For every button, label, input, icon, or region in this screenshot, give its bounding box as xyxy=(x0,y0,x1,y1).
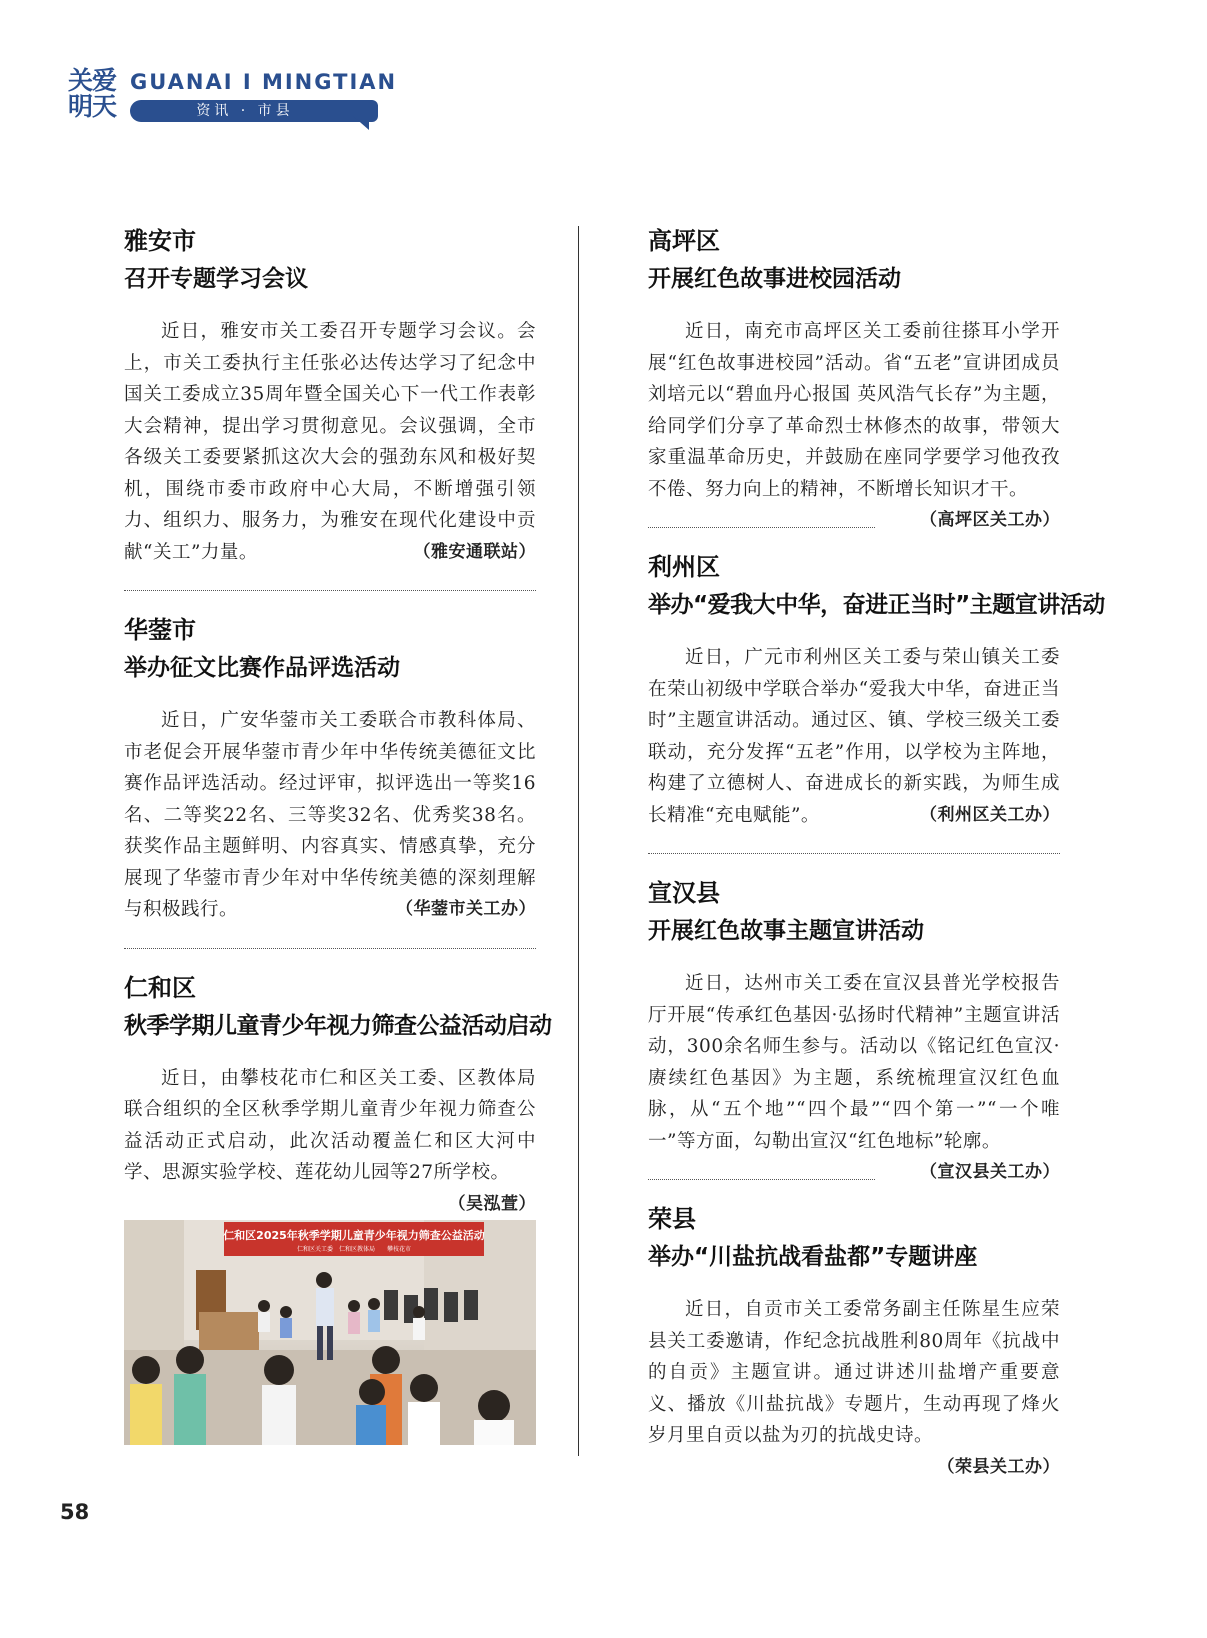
article-body xyxy=(648,1294,1060,1477)
article-title: 秋季学期儿童青少年视力筛查公益活动启动 xyxy=(124,1012,552,1039)
logo-chinese: 关爱明天 xyxy=(68,66,117,121)
article-title: 举办“川盐抗战看盐都”专题讲座 xyxy=(648,1244,978,1270)
page-number: 58 xyxy=(60,1500,90,1524)
article-text: 近日，南充市高坪区关工委前往搽耳小学开展“红色故事进校园”活动。省“五老”宣讲团成员刘培元以“碧血丹心报国 英风浩气长存”为主题，给同学们分享了革命烈士林修杰的故事，带领大家重温革命历史，并鼓励在座同学要学习他孜孜不倦、努力向上的精神，不断增长知识才干。 xyxy=(648,321,1060,500)
article-text: 近日，自贡市关工委常务副主任陈星生应荣县关工委邀请，作纪念抗战胜利80周年《抗战中的自贡》主题宣讲。通过讲述川盐增产重要意义、播放《川盐抗战》专题片，生动再现了烽火岁月里自贡以盐为刃的抗战史诗。 xyxy=(648,1299,1060,1446)
article-source: （利州区关工办） xyxy=(920,804,1060,825)
article-separator xyxy=(124,590,536,591)
article-separator xyxy=(648,527,875,528)
article-separator xyxy=(648,853,1060,854)
article-xuanhan xyxy=(648,878,1060,1182)
article-separator xyxy=(648,1179,875,1180)
article-body xyxy=(648,316,1060,530)
article-place: 宣汉县 xyxy=(648,879,720,907)
article-text: 近日，雅安市关工委召开专题学习会议。会上，市关工委执行主任张必达传达学习了纪念中国关工委成立35周年暨全国关心下一代工作表彰大会精神，提出学习贯彻意见。会议强调，全市各级关工委要紧抓这次大会的强劲东风和极好契机，围绕市委市政府中心大局，不断增强引领力、组织力、服务力，为雅安在现代化建设中贡献“关工”力量。 xyxy=(124,321,536,563)
article-body xyxy=(124,316,536,568)
article-huaying xyxy=(124,615,536,926)
photo-illustration xyxy=(124,1220,536,1445)
article-title: 举办征文比赛作品评选活动 xyxy=(124,655,400,681)
article-place: 利州区 xyxy=(648,553,720,581)
banner-subtext: 仁和区关工委 仁和区教体局 攀枝花市 xyxy=(296,1246,412,1253)
article-lizhou xyxy=(648,552,1105,831)
article-place: 荣县 xyxy=(648,1205,696,1233)
magazine-header xyxy=(68,68,398,138)
article-title: 召开专题学习会议 xyxy=(124,266,308,292)
article-body xyxy=(124,705,536,926)
article-gaoping xyxy=(648,226,1060,530)
logo-english: GUANAI I MINGTIAN xyxy=(130,70,398,94)
article-text: 近日，广元市利州区关工委与荣山镇关工委在荣山初级中学联合举办“爱我大中华，奋进正当时”主题宣讲活动。通过区、镇、学校三级关工委联动，充分发挥“五老”作用，以学校为主阵地，构建了立德树人、奋进成长的新实践，为师生成长精准“充电赋能”。 xyxy=(648,647,1060,826)
article-source: （高坪区关工办） xyxy=(920,510,1060,530)
article-source: （华蓥市关工办） xyxy=(396,899,536,919)
banner-text: 仁和区2025年秋季学期儿童青少年视力筛查公益活动 xyxy=(223,1229,485,1242)
article-source: （雅安通联站） xyxy=(413,541,536,562)
column-divider xyxy=(578,226,579,1456)
article-place: 雅安市 xyxy=(124,227,196,255)
article-place: 仁和区 xyxy=(124,973,196,1002)
article-title: 开展红色故事进校园活动 xyxy=(648,266,901,292)
article-body xyxy=(648,642,1060,831)
article-place: 高坪区 xyxy=(648,227,720,255)
article-rongxian xyxy=(648,1204,1060,1477)
article-text: 近日，广安华蓥市关工委联合市教科体局、市老促会开展华蓥市青少年中华传统美德征文比赛作品评选活动。经过评审，拟评选出一等奖16名、二等奖22名、三等奖32名、优秀奖38名。获奖作品主题鲜明、内容真实、情感真挚，充分展现了华蓥市青少年对中华传统美德的深刻理解与积极践行。 xyxy=(124,710,536,920)
article-source: （宣汉县关工办） xyxy=(920,1162,1060,1182)
event-photo xyxy=(124,1220,536,1445)
article-renhe xyxy=(124,973,552,1446)
article-text: 近日，达州市关工委在宣汉县普光学校报告厅开展“传承红色基因·弘扬时代精神”主题宣讲活动，300余名师生参与。活动以《铭记红色宣汉·赓续红色基因》为主题，系统梳理宣汉红色血脉，从“五个地”“四个最”“四个第一”“一个唯一”等方面，勾勒出宣汉“红色地标”轮廓。 xyxy=(648,973,1060,1152)
article-source: （荣县关工办） xyxy=(937,1456,1060,1477)
section-label: 资讯 · 市县 xyxy=(196,103,294,119)
article-title: 举办“爱我大中华，奋进正当时”主题宣讲活动 xyxy=(648,592,1105,618)
article-separator xyxy=(124,948,536,949)
article-yaan xyxy=(124,226,536,568)
left-column xyxy=(124,226,552,1445)
article-source: （吴泓萱） xyxy=(448,1193,536,1214)
article-body xyxy=(648,968,1060,1182)
right-column xyxy=(648,226,1105,1483)
article-place: 华蓥市 xyxy=(124,616,196,644)
article-text: 近日，由攀枝花市仁和区关工委、区教体局联合组织的全区秋季学期儿童青少年视力筛查公益活动正式启动，此次活动覆盖仁和区大河中学、思源实验学校、莲花幼儿园等27所学校。 xyxy=(124,1067,536,1183)
article-title: 开展红色故事主题宣讲活动 xyxy=(648,918,924,944)
article-body xyxy=(124,1063,536,1214)
